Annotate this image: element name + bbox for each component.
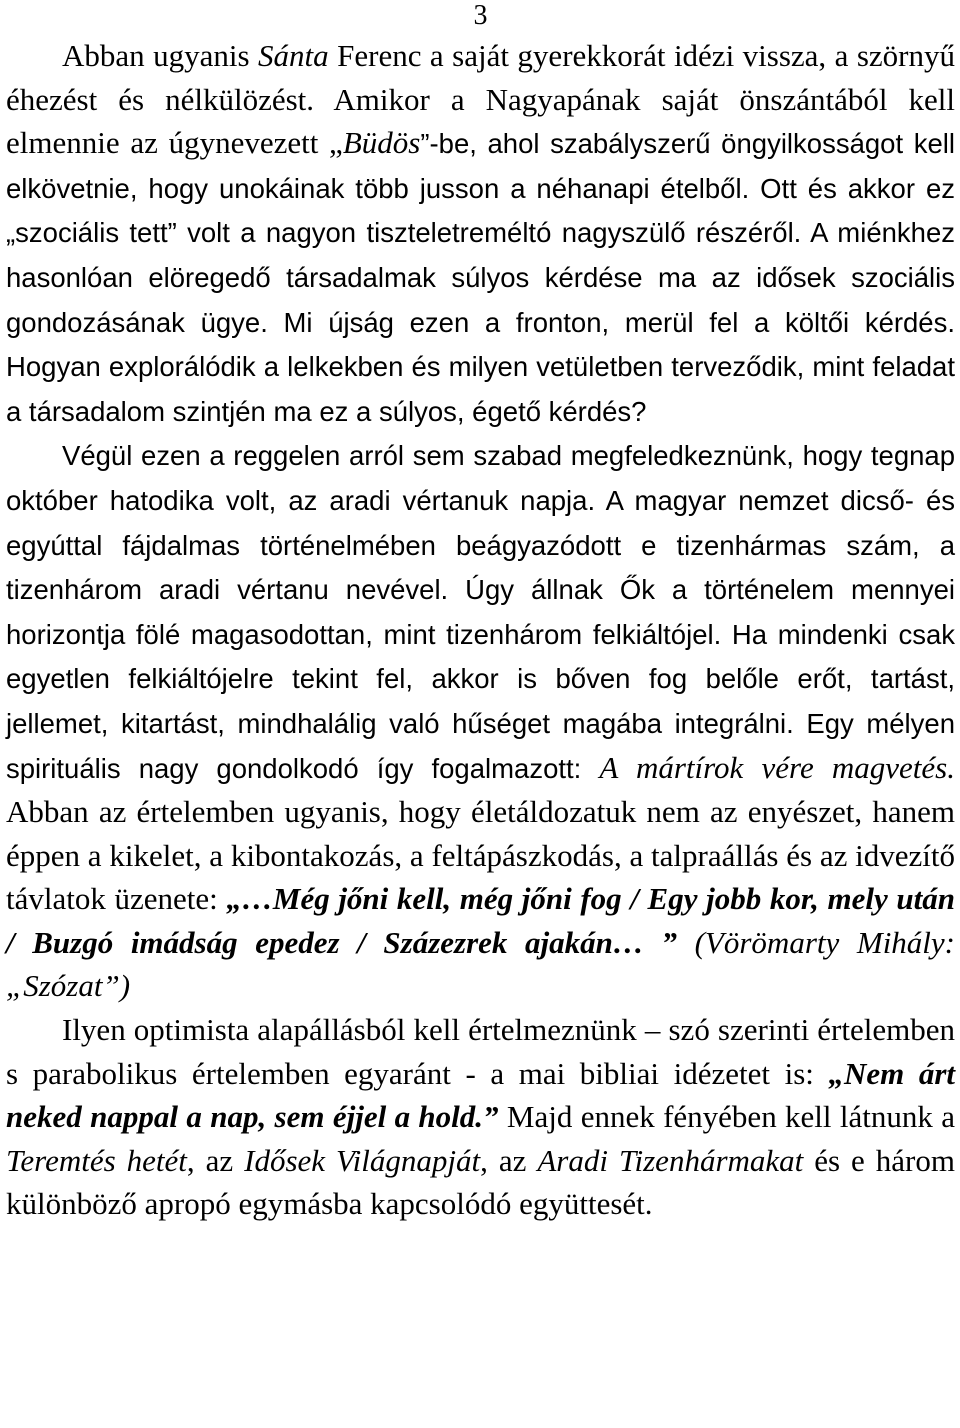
paragraph-1 bbox=[6, 34, 955, 433]
p1-text-1: Abban ugyanis bbox=[62, 38, 259, 73]
p2-bold-italic-poem: „…Még jőni kell, még jőni fog / Egy jobb kor, mely után / Buzgó imádság epedez / Százezrek ajakán… ” bbox=[6, 881, 955, 960]
p3-italic-teremtes: Teremtés hetét bbox=[6, 1142, 187, 1178]
p1-italic-santa: Sánta bbox=[258, 38, 329, 73]
p3-text-2: Majd ennek fényében kell látnunk a bbox=[498, 1099, 956, 1135]
paragraph-2 bbox=[6, 433, 955, 1008]
paragraph-3 bbox=[6, 1008, 955, 1226]
p3-italic-aradi: Aradi Tizenhármakat bbox=[537, 1142, 804, 1178]
p3-text-3: , az bbox=[186, 1142, 245, 1178]
p2-text-2: Abban az értelemben ugyanis, hogy életáldozatuk nem az enyészet, hanem éppen a kikelet, a kibontakozás, a feltápászkodás, a talpraállás és az idvezítő távlatok üzenete: bbox=[6, 794, 955, 917]
p3-bold-italic-verse: „Nem árt neked nappal a nap, sem éjjel a hold.” bbox=[6, 1055, 955, 1135]
p2-italic-quote: A mártírok vére magvetés. bbox=[599, 749, 955, 785]
p1-text-3: ”-be, ahol szabályszerű öngyilkosságot kell elkövetnie, hogy unokáinak több jusson a néhanapi ételből. Ott és akkor ez „szociális tett” volt a nagyon tiszteletreméltó nagyszülő részéről. A miénkhez hasonlóan elöregedő társadalmak súlyos kérdése ma az idősek szociális gondozásának ügye. Mi újság ezen a fronton, merül fel a költői kérdés. Hogyan explorálódik a lelkekben és milyen vetületben terveződik, mint feladat a társadalom szintjén ma ez a súlyos, égető kérdés? bbox=[6, 128, 955, 427]
p1-italic-budos: Büdös bbox=[342, 125, 421, 161]
p2-italic-citation: (Vörömarty Mihály: „Szózat”) bbox=[6, 924, 956, 1004]
p3-text-1: Ilyen optimista alapállásból kell értelmeznünk – szó szerinti értelemben s parabolikus értelemben egyaránt - a mai bibliai idézetet is: bbox=[6, 1012, 955, 1091]
p3-text-4: , az bbox=[480, 1142, 538, 1178]
p3-text-5: és e három különböző apropó egymásba kapcsolódó együttesét. bbox=[6, 1142, 955, 1222]
page-number: 3 bbox=[473, 0, 488, 31]
p2-text-1: Végül ezen a reggelen arról sem szabad megfeledkeznünk, hogy tegnap október hatodika volt, az aradi vértanuk napja. A magyar nemzet dicső- és egyúttal fájdalmas történelmében beágyazódott e tizenhármas szám, a tizenhárom aradi vértanu nevével. Úgy állnak Ők a történelem mennyei horizontja fölé magasodottan, mint tizenhárom felkiáltójel. Ha mindenki csak egyetlen felkiáltójelre tekint fel, akkor is bőven fog belőle erőt, tartást, jellemet, kitartást, mindhalálig való hűséget magába integrálni. Egy mélyen spirituális nagy gondolkodó így fogalmazott: bbox=[6, 440, 955, 784]
body-text bbox=[6, 34, 955, 1226]
p1-text-2: Ferenc a saját gyerekkorát idézi vissza, a szörnyű éhezést és nélkülözést. Amikor a Nagyapának saját önszántából kell elmennie az úgynevezett „ bbox=[6, 38, 955, 161]
p3-italic-idosek: Idősek Világnapját bbox=[244, 1142, 481, 1178]
